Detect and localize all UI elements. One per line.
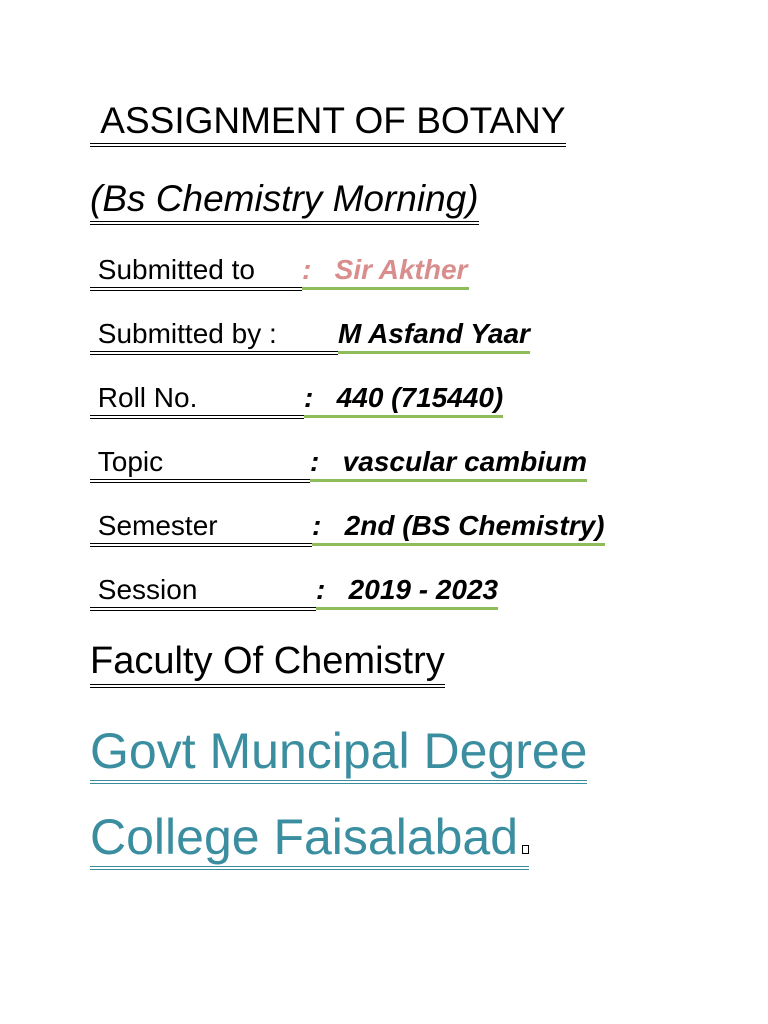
paragraph-mark-icon xyxy=(522,845,529,854)
assignment-title-text: ASSIGNMENT OF BOTANY xyxy=(100,100,566,141)
field-session xyxy=(90,574,498,611)
field-label: Topic xyxy=(97,446,164,477)
field-label: Submitted by : xyxy=(97,318,277,349)
field-label: Submitted to xyxy=(97,254,255,285)
field-semester xyxy=(90,510,605,547)
college-name-line-2-text: College Faisalabad xyxy=(90,809,519,865)
field-value: 2nd (BS Chemistry) xyxy=(344,510,605,541)
field-value: 2019 - 2023 xyxy=(348,574,499,605)
faculty-heading xyxy=(90,640,445,688)
field-separator: : xyxy=(316,574,326,605)
field-separator: : xyxy=(310,446,320,477)
field-value: 440 (715440) xyxy=(336,382,504,413)
field-separator: : xyxy=(302,254,312,285)
field-label: Semester xyxy=(97,510,218,541)
field-separator: : xyxy=(312,510,322,541)
field-separator: : xyxy=(304,382,314,413)
field-label: Session xyxy=(97,574,198,605)
field-submitted-to xyxy=(90,254,469,291)
program-subtitle xyxy=(90,178,479,225)
college-name-line-1-text: Govt Muncipal Degree xyxy=(90,725,587,784)
field-roll-no xyxy=(90,382,503,419)
field-label: Roll No. xyxy=(97,382,198,413)
program-subtitle-text: (Bs Chemistry Morning) xyxy=(90,179,479,225)
faculty-heading-text: Faculty Of Chemistry xyxy=(90,641,445,688)
field-value: M Asfand Yaar xyxy=(338,318,530,349)
college-name-line-2 xyxy=(90,808,529,870)
college-name-line-1 xyxy=(90,722,587,784)
field-topic xyxy=(90,446,587,483)
field-value: vascular cambium xyxy=(342,446,588,477)
assignment-title xyxy=(90,100,566,147)
field-value: Sir Akther xyxy=(334,254,468,285)
field-submitted-by xyxy=(90,318,530,355)
